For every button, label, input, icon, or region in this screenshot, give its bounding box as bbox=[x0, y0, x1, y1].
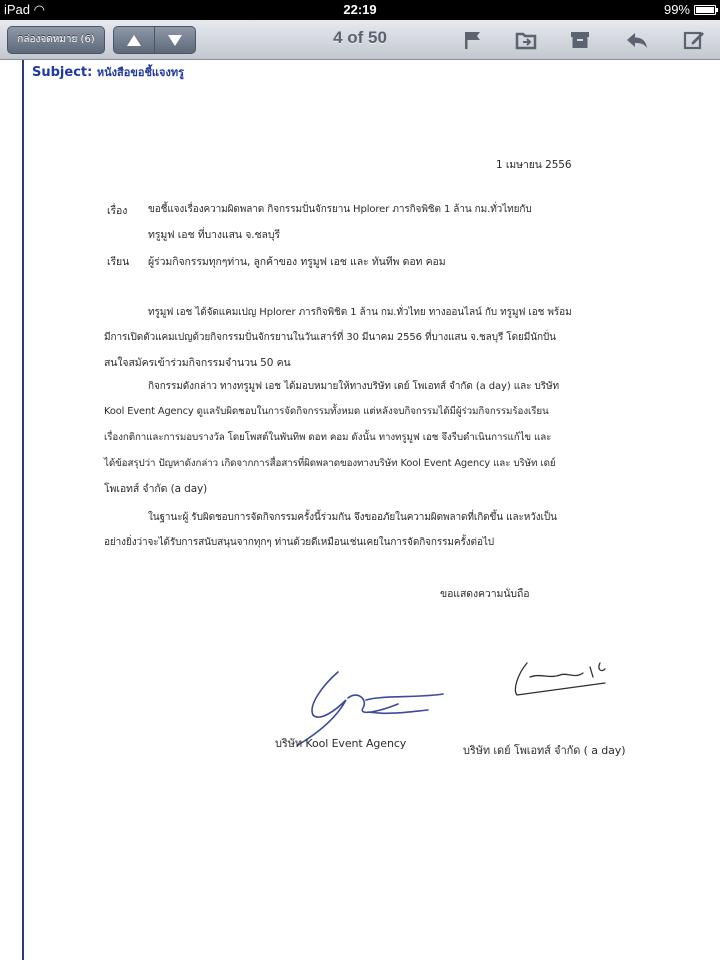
signature-right bbox=[505, 655, 635, 705]
message-border bbox=[22, 60, 24, 960]
message-nav bbox=[113, 26, 196, 54]
paragraph1-line2: มีการเปิดตัวแคมเปญด้วยกิจกรรมปั่นจักรยานในวันเสาร์ที่ 30 มีนาคม 2556 ที่บางแสน จ.ชลบุรี โดยมีนักปั่น bbox=[104, 332, 556, 343]
subject-value: หนังสือขอชี้แจงทรู bbox=[96, 66, 184, 79]
battery-icon bbox=[694, 5, 716, 15]
paragraph2-line4: ได้ข้อสรุปว่า ปัญหาดังกล่าว เกิดจากการสื่อสารที่ผิดพลาดของทางบริษัท Kool Event Agency และ บริษัท เดย์ bbox=[104, 458, 556, 469]
letter-subject-line1: ขอชี้แจงเรื่องความผิดพลาด กิจกรรมปั่นจักรยาน Hplorer ภารกิจพิชิต 1 ล้าน กม.ทั่วไทยกับ bbox=[148, 204, 532, 215]
letter-subject-line2: ทรูมูฟ เอช ที่บางแสน จ.ชลบุรี bbox=[148, 229, 280, 241]
paragraph3-line2: อย่างยิ่งว่าจะได้รับการสนับสนุนจากทุกๆ ท่านด้วยดีเหมือนเช่นเคยในการจัดกิจกรรมครั้งต่อไป bbox=[104, 537, 495, 548]
inbox-button[interactable]: กล่องจดหมาย (6) bbox=[7, 26, 105, 54]
signature-right-caption: บริษัท เดย์ โพเอทส์ จำกัด ( a day) bbox=[463, 744, 626, 757]
letter-to-label: เรียน bbox=[107, 256, 130, 268]
previous-message-button[interactable] bbox=[114, 27, 154, 53]
letter-closing: ขอแสดงความนับถือ bbox=[440, 588, 530, 600]
paragraph2-line5: โพเอทส์ จำกัด (a day) bbox=[104, 483, 208, 495]
arrow-down-icon bbox=[167, 34, 183, 47]
device-label: iPad ◠ bbox=[4, 2, 45, 17]
status-bar bbox=[0, 0, 720, 20]
archive-icon[interactable] bbox=[568, 29, 592, 51]
signature-left-caption: บริษัท Kool Event Agency bbox=[275, 737, 407, 750]
subject-label: Subject: bbox=[32, 65, 93, 80]
paragraph3-line1: ในฐานะผู้ รับผิดชอบการจัดกิจกรรมครั้งนี้ร่วมกัน จึงขออภัยในความผิดพลาดที่เกิดขึ้น และหวังเป็น bbox=[148, 512, 557, 523]
battery-percent: 99% bbox=[663, 2, 690, 17]
paragraph1-line1: ทรูมูฟ เอช ได้จัดแคมเปญ Hplorer ภารกิจพิชิต 1 ล้าน กม.ทั่วไทย ทางออนไลน์ กับ ทรูมูฟ เอช พร้อม bbox=[148, 307, 572, 318]
letter-date: 1 เมษายน 2556 bbox=[496, 159, 572, 171]
compose-icon[interactable] bbox=[682, 29, 706, 51]
arrow-up-icon bbox=[126, 34, 142, 47]
paragraph1-line3: สนใจสมัครเข้าร่วมกิจกรรมจำนวน 50 คน bbox=[104, 357, 291, 369]
wifi-icon: ◠ bbox=[33, 2, 45, 17]
next-message-button[interactable] bbox=[154, 27, 195, 53]
paragraph2-line2: Kool Event Agency ดูแลรับผิดชอบในการจัดกิจกรรมทั้งหมด แต่หลังจบกิจกรรมได้มีผู้ร่วมกิจกรรมร้องเรียน bbox=[104, 406, 549, 417]
message-counter: 4 of 50 bbox=[333, 28, 387, 47]
move-folder-icon[interactable] bbox=[514, 29, 538, 51]
paragraph2-line1: กิจกรรมดังกล่าว ทางทรูมูฟ เอช ได้มอบหมายให้ทางบริษัท เดย์ โพเอทส์ จำกัด (a day) และ บริษัท bbox=[148, 381, 559, 392]
subject-line bbox=[32, 63, 184, 81]
letter-to-text: ผู้ร่วมกิจกรรมทุกๆท่าน, ลูกค้าของ ทรูมูฟ เอช และ ทันทีพ ดอท คอม bbox=[148, 256, 446, 268]
mail-toolbar bbox=[0, 20, 720, 60]
letter-subject-label: เรื่อง bbox=[107, 205, 128, 217]
clock: 22:19 bbox=[343, 2, 377, 17]
flag-icon[interactable] bbox=[461, 29, 485, 51]
battery-status bbox=[664, 2, 716, 17]
reply-icon[interactable] bbox=[625, 29, 649, 51]
paragraph2-line3: เรื่องกติกาและการมอบรางวัล โดยโพสต์ในพันทิพ ดอท คอม ดังนั้น ทางทรูมูฟ เอช จึงรีบดำเนินการแก้ไข และ bbox=[104, 432, 552, 443]
